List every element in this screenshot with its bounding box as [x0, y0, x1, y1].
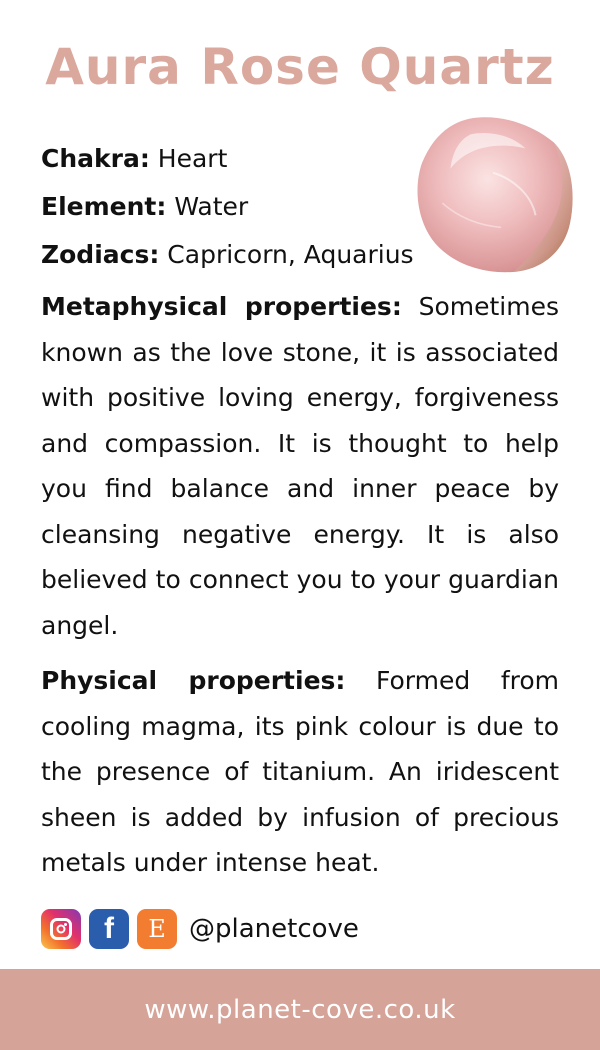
website-url[interactable]: www.planet-cove.co.uk	[144, 994, 456, 1025]
attribute-chakra	[41, 135, 421, 183]
rose-quartz-stone-image	[412, 112, 574, 274]
physical-properties	[41, 658, 559, 886]
instagram-icon[interactable]	[41, 909, 81, 949]
attribute-value: Heart	[157, 144, 228, 173]
metaphysical-text: Sometimes known as the love stone, it is associated with positive loving energy, forgiveness and compassion. It is thought to help you find balance and inner peace by cleansing negative energy. It is also believed to connect you to your guardian angel.	[41, 292, 559, 640]
attribute-zodiacs	[41, 231, 421, 279]
facebook-icon[interactable]: f	[89, 909, 129, 949]
instagram-glyph	[50, 918, 72, 940]
attribute-label: Zodiacs:	[41, 240, 160, 269]
social-handle: @planetcove	[189, 914, 359, 944]
crystal-attributes	[41, 135, 421, 279]
metaphysical-properties	[41, 284, 559, 648]
etsy-icon[interactable]: E	[137, 909, 177, 949]
attribute-value: Capricorn, Aquarius	[167, 240, 414, 269]
attribute-label: Chakra:	[41, 144, 150, 173]
physical-text: Formed from cooling magma, its pink colour is due to the presence of titanium. An iridescent sheen is added by infusion of precious metals under intense heat.	[41, 666, 559, 877]
attribute-value: Water	[174, 192, 249, 221]
metaphysical-label: Metaphysical properties:	[41, 292, 402, 321]
attribute-element	[41, 183, 421, 231]
attribute-label: Element:	[41, 192, 167, 221]
footer-bar	[0, 969, 600, 1050]
physical-label: Physical properties:	[41, 666, 346, 695]
page-title: Aura Rose Quartz	[45, 38, 555, 96]
social-links	[41, 908, 359, 950]
